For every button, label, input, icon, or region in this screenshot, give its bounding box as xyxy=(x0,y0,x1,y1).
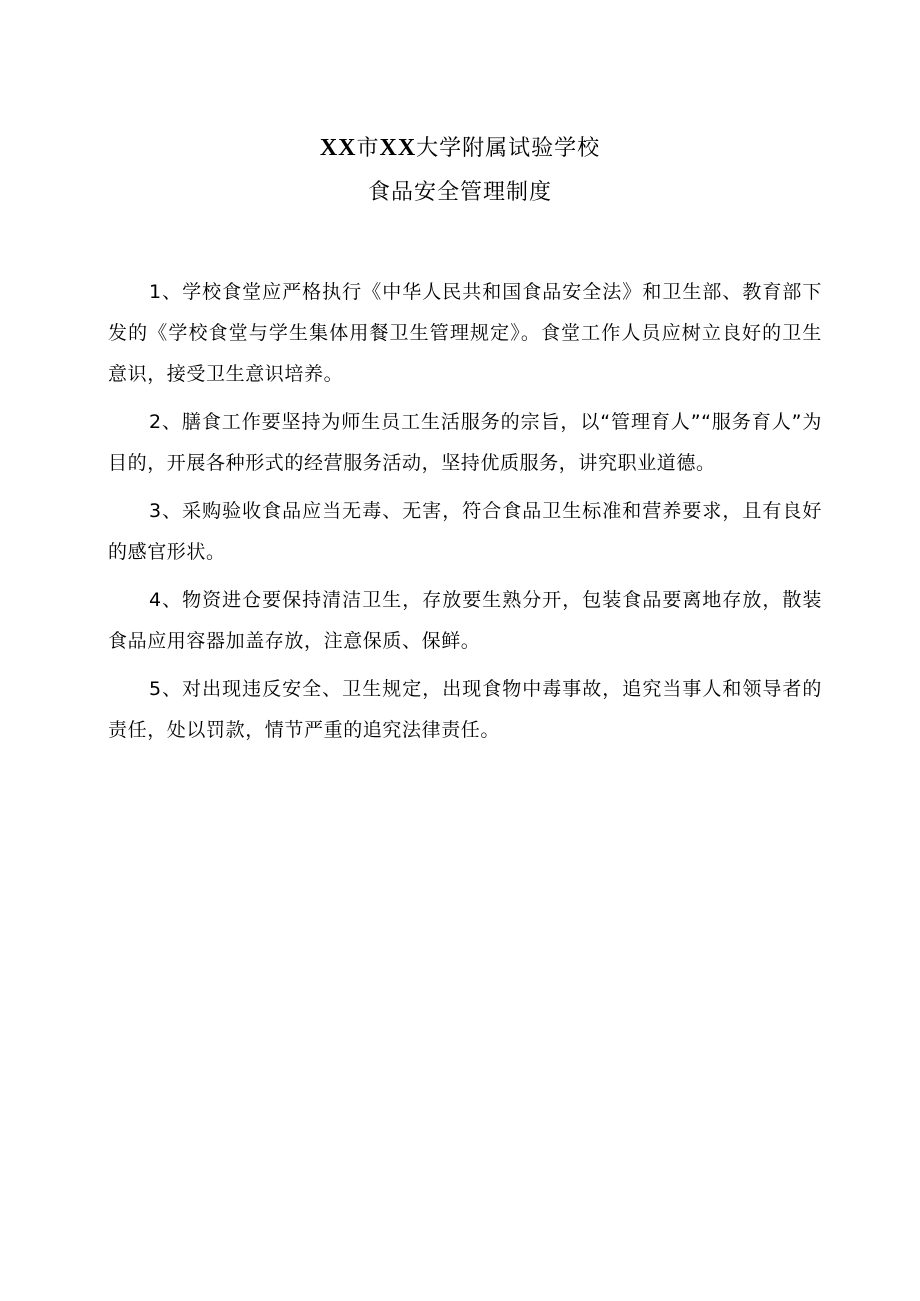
document-title xyxy=(0,126,920,171)
rule-item-1: 1、学校食堂应严格执行《中华人民共和国食品安全法》和卫生部、教育部下发的《学校食堂与学生集体用餐卫生管理规定》。食堂工作人员应树立良好的卫生意识，接受卫生意识培养。 xyxy=(108,281,822,385)
rule-item-5: 5、对出现违反安全、卫生规定，出现食物中毒事故，追究当事人和领导者的责任，处以罚款，情节严重的追究法律责任。 xyxy=(108,678,822,741)
rules-list xyxy=(108,272,822,758)
title-school-name: 大学附属试验学校 xyxy=(416,136,601,161)
title-block xyxy=(0,126,920,215)
rule-item-2: 2、膳食工作要坚持为师生员工生活服务的宗旨，以“管理育人”“服务育人”为目的，开展各种形式的经营服务活动，坚持优质服务，讲究职业道德。 xyxy=(108,411,822,474)
title-university-placeholder: XX xyxy=(379,135,417,161)
title-city-suffix: 市 xyxy=(356,136,380,161)
title-city-placeholder: XX xyxy=(319,135,357,161)
rule-item-4: 4、物资进仓要保持清洁卫生，存放要生熟分开，包装食品要离地存放，散装食品应用容器加盖存放，注意保质、保鲜。 xyxy=(108,589,822,652)
document-subtitle: 食品安全管理制度 xyxy=(367,180,552,205)
rule-item-3: 3、采购验收食品应当无毒、无害，符合食品卫生标准和营养要求，且有良好的感官形状。 xyxy=(108,500,822,563)
